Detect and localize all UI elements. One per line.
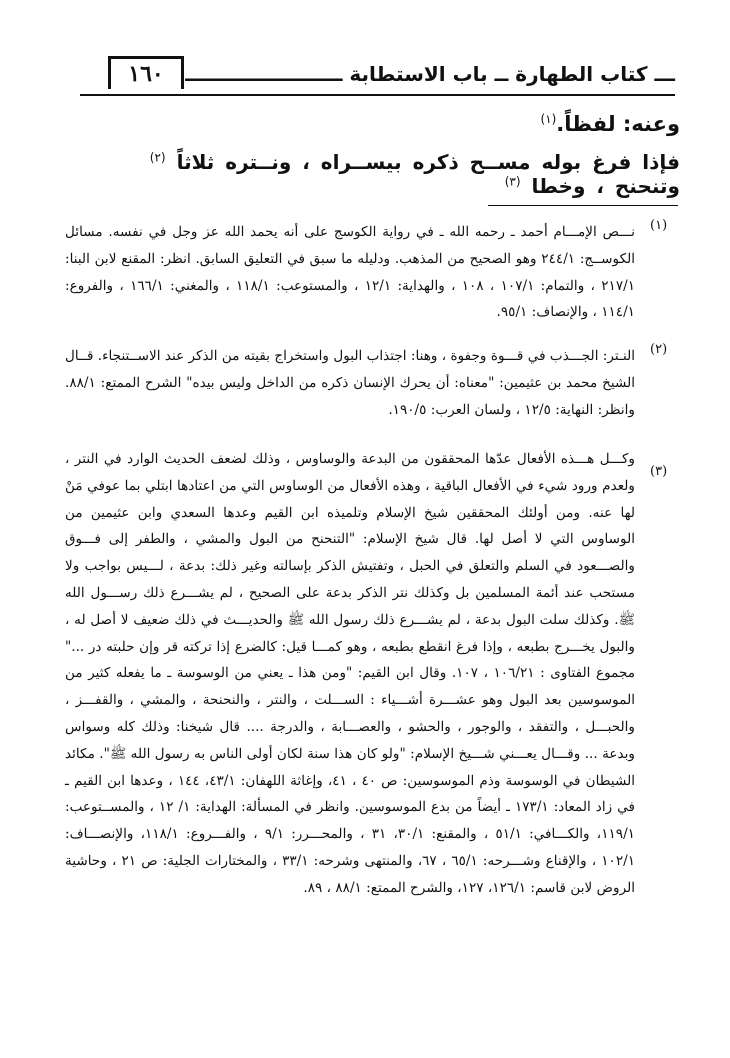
footnote-ref-3: (٣): [504, 174, 521, 189]
header-rule: [80, 94, 675, 96]
footnote-number: (١): [650, 218, 668, 233]
main-text-line-2: [80, 150, 680, 198]
footnote-text: نـــص الإمـــام أحمد ـ رحمه الله ـ في رواية الكوسج على أنه يحمد الله عز وجل في نفسه. مسائل الكوســج: ٢٤٤/١ وهو الصحيح من المذهب. ودليله ما سبق في التعليق السابق. انظر: المقنع لابن البنا: ٢١٧/١ ، والتمام: ١٠٧/١ ، ١٠٨ ، والهداية: ١٢/١ ، والمستوعب: ١١٨/١ ، والمغني: ١٦٦/١ ، والفروع: ١١٤/١ ، والإنصاف: ٩٥/١.: [65, 224, 636, 321]
main-line2-part-b: وتنحنح ، وخطا: [531, 174, 680, 198]
page-number: ١٦٠: [108, 56, 184, 89]
footnote-number: (٢): [650, 342, 668, 357]
footnote-ref-2: (٢): [149, 150, 166, 165]
footnote-number: (٣): [650, 464, 668, 479]
main-line2-part-a: فإذا فرغ بوله مســح ذكره بيســراه ، ونــتره ثلاثاً: [176, 150, 680, 174]
footnote-text: وكـــل هـــذه الأفعال عدّها المحققون من البدعة والوساوس ، وذلك لضعف الحديث الوارد في النتر ، ولعدم ورود شيء في الأفعال الباقية ، وهذه الأفعال من الوساوس التي من اعتادها ابتلي بما عوفي مَنْ لها عنه. ومن أولئك المحققين شيخ الإسلام وتلميذه ابن القيم وعدها السعدي وابن عثيمين من الوساوس التي لا أصل لها. قال شيخ الإسلام: "التنحنح من البول والمشي ، والطفر إلى فـــوق والصـــعود في السلم والتعلق في الحبل ، وتفتيش الذكر بإسالته وغير ذلك: بدعة ، لـــيس بواجب ولا مستحب عند أئمة المسلمين بل وكذلك نتر الذكر بدعة على الصحيح ، لم يشـــرع ذلك رســـول الله ﷺ. وكذلك سلت البول بدعة ، لم يشـــرع ذلك رسول الله ﷺ والحديـــث في ذلك ضعيف لا أصل له ، والبول يخـــرج بطبعه ، وإذا فرغ انقطع بطبعه ، وهو كمـــا قيل: كالضرع إذا تركته قر وإن حلبته در ..." مجموع الفتاوى : ١٠٦/٢١ ، ١٠٧. وقال ابن القيم: "ومن هذا ـ يعني من الوسوسة ـ ما يفعله كثير من الموسوسين بعد البول وهو عشـــرة أشـــياء : الســـلت ، والنتر ، والنحنحة ، والمشي ، والقفـــز ، والحبـــل ، والتفقد ، والوجور ، والحشو ، والعصـــابة ، والدرجة .... قال شيخنا: وذلك كله وسواس وبدعة ... وقـــال يعـــني شـــيخ الإسلام: "ولو كان هذا سنة لكان أولى الناس به رسول الله ﷺ". مكائد الشيطان في الوسوسة وذم الموسوسين: ص ٤٠ ، ٤١، وإغاثة اللهفان: ٤٣/١، ١٤٤ ، وعدها ابن القيم ـ في زاد المعاد: ١٧٣/١ ـ أيضاً من بدع الموسوسين. وانظر في المسألة: الهداية: ١/ ١٢ ، والمســتوعب: ١١٩/١، والكـــافي: ٥١/١ ، والمقنع: ٣٠/١، ٣١ ، والمحـــرر: ٩/١ ، والفـــروع: ١١٨/١، والإنصـــاف: ١٠٢/١ ، والإقناع وشـــرحه: ٦٥/١ ، ٦٧، والمنتهى وشرحه: ٣٣/١ ، والمختارات الجلية: ص ٢١ ، وحاشية الروض لابن قاسم: ١٢٦/١، ١٢٧، والشرح الممتع: ٨٨/١ ، ٨٩.: [65, 451, 636, 896]
footnote-text: النـتر: الجـــذب في قـــوة وجفوة ، وهنا: اجتذاب البول واستخراج بقيته من الذكر عند الاســتنجاء. قــال الشيخ محمد بن عثيمين: "معناه: أن يحرك الإنسان ذكره من الداخل وليس بيده" الشرح الممتع: ٨٨/١. وانظر: النهاية: ١٢/٥ ، ولسان العرب: ١٩٠/٥.: [65, 348, 635, 418]
footnote-divider: [488, 205, 678, 206]
main-text-line-1: [80, 112, 680, 136]
footnote-ref-1: (١): [540, 112, 557, 126]
main-line1-text: وعنه: لفظاً.: [556, 112, 680, 136]
header-title: ـــ كتاب الطهارة ــ باب الاستطابة ـــــــــــــــــــــــ: [185, 62, 675, 86]
running-header: [80, 56, 675, 98]
